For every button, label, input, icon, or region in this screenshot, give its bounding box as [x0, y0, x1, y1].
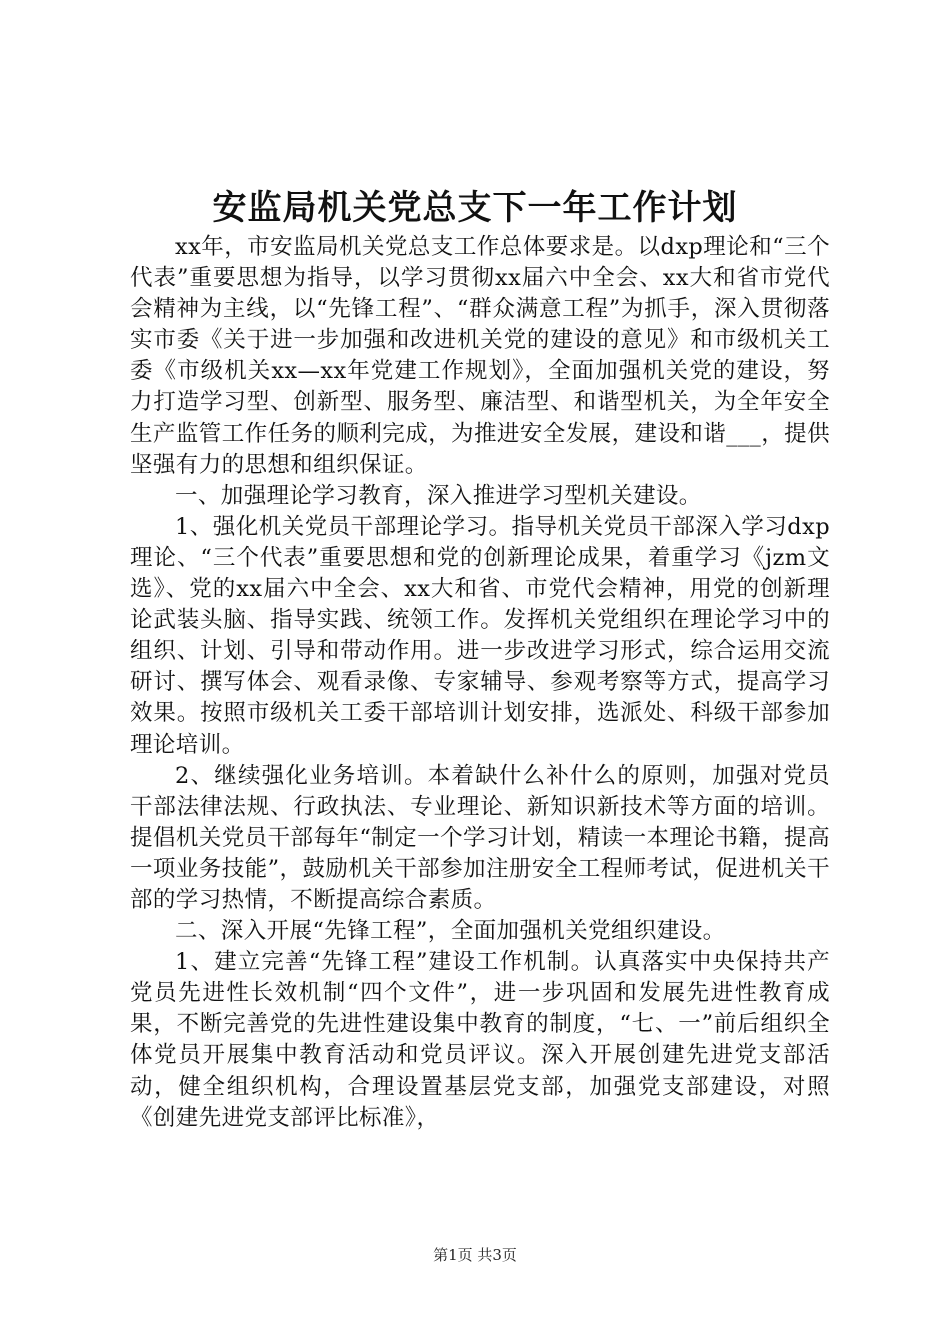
- paragraph-1-1: 1、强化机关党员干部理论学习。指导机关党员干部深入学习dxp理论、“三个代表”重要思想和党的创新理论成果，着重学习《jzm文选》、党的xx届六中全会、xx大和省、市党代会精神，用党的创新理论武装头脑、指导实践、统领工作。发挥机关党组织在理论学习中的组织、计划、引导和带动作用。进一步改进学习形式，综合运用交流研讨、撰写体会、观看录像、专家辅导、参观考察等方式，提高学习效果。按照市级机关工委干部培训计划安排，选派处、科级干部参加理论培训。: [130, 513, 830, 758]
- document-body: [130, 232, 830, 1134]
- section-heading-2: 二、深入开展“先锋工程”，全面加强机关党组织建设。: [175, 918, 726, 945]
- section-heading-1: 一、加强理论学习教育，深入推进学习型机关建设。: [175, 482, 702, 509]
- page-footer: 第1页 共3页: [433, 1246, 517, 1264]
- paragraph-intro: xx年，市安监局机关党总支工作总体要求是。以dxp理论和“三个代表”重要思想为指导，以学习贯彻xx届六中全会、xx大和省市党代会精神为主线，以“先锋工程”、“群众满意工程”为抓手，深入贯彻落实市委《关于进一步加强和改进机关党的建设的意见》和市级机关工委《市级机关xx—xx年党建工作规划》，全面加强机关党的建设，努力打造学习型、创新型、服务型、廉洁型、和谐型机关，为全年安全生产监管工作任务的顺利完成，为推进安全发展，建设和谐___，提供坚强有力的思想和组织保证。: [130, 234, 830, 478]
- paragraph-1-2: 2、继续强化业务培训。本着缺什么补什么的原则，加强对党员干部法律法规、行政执法、专业理论、新知识新技术等方面的培训。提倡机关党员干部每年“制定一个学习计划，精读一本理论书籍，提高一项业务技能”，鼓励机关干部参加注册安全工程师考试，促进机关干部的学习热情，不断提高综合素质。: [130, 762, 830, 913]
- paragraph-2-1: 1、建立完善“先锋工程”建设工作机制。认真落实中央保持共产党员先进性长效机制“四个文件”，进一步巩固和发展先进性教育成果，不断完善党的先进性建设集中教育的制度，“七、一”前后组织全体党员开展集中教育活动和党员评议。深入开展创建先进党支部活动，健全组织机构，合理设置基层党支部，加强党支部建设，对照《创建先进党支部评比标准》，: [130, 949, 830, 1131]
- document-title: 安监局机关党总支下一年工作计划: [212, 188, 738, 228]
